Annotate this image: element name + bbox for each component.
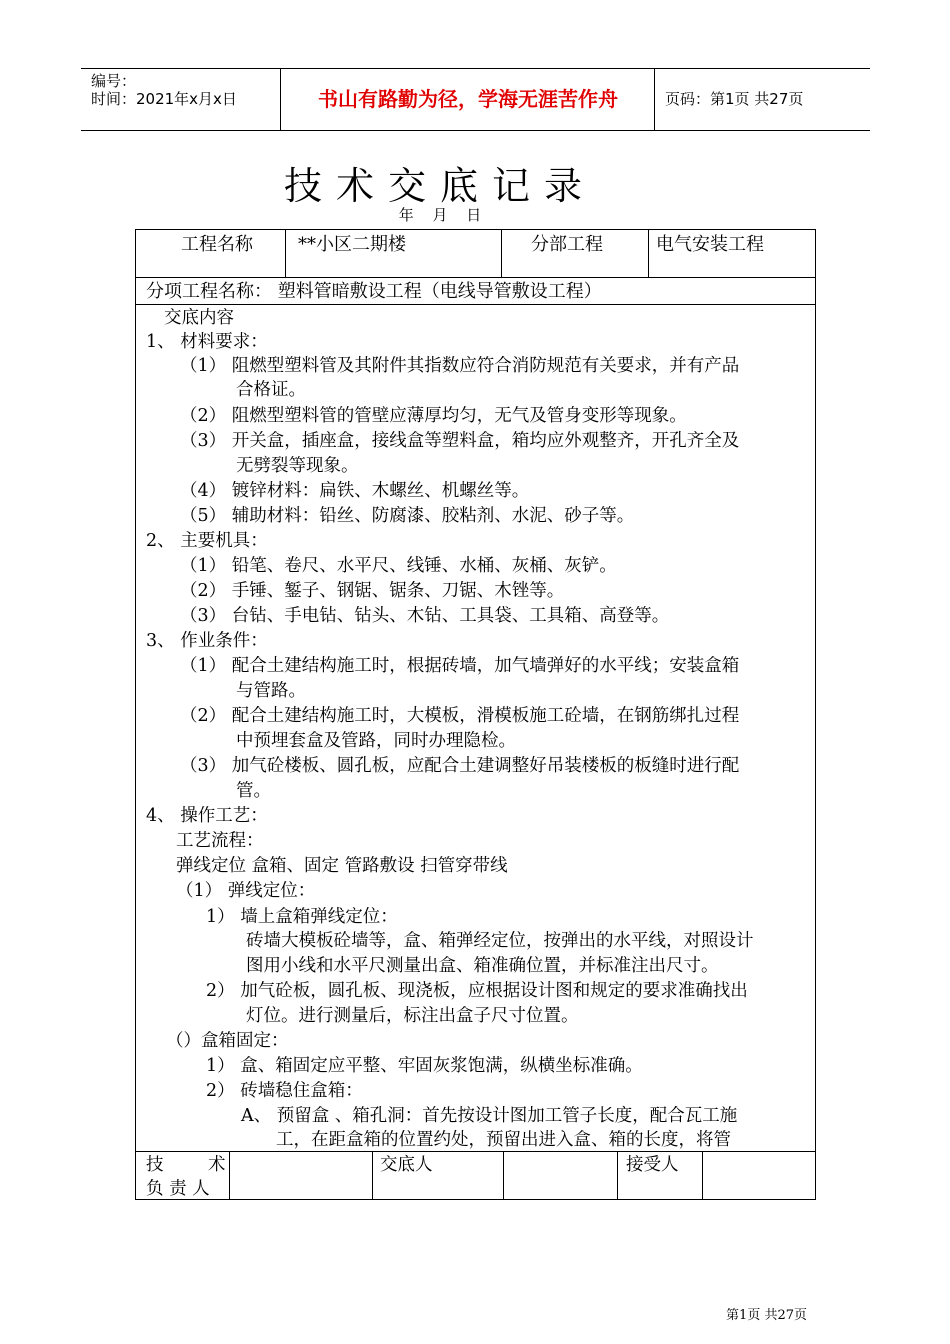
discloser-label: 交底人: [380, 1155, 433, 1175]
content-line: 中预埋套盒及管路，同时办理隐检。: [236, 731, 516, 751]
document-header: [81, 68, 870, 131]
division-value: 电气安装工程: [656, 234, 764, 255]
project-name-label: 工程名称: [181, 234, 253, 255]
content-line: （）盒箱固定：: [166, 1031, 289, 1051]
content-line: （3） 加气砼楼板、圆孔板，应配合土建调整好吊装楼板的板缝时进行配: [180, 756, 740, 776]
content-line: 2） 加气砼板，圆孔板、现浇板，应根据设计图和规定的要求准确找出: [206, 981, 748, 1001]
content-line: 4、 操作工艺：: [146, 806, 268, 826]
receiver-label: 接受人: [626, 1155, 679, 1175]
time-label: 时间：2021年x月x日: [91, 90, 237, 108]
content-line: （3） 台钻、手电钻、钻头、木钻、工具袋、工具箱、高登等。: [180, 606, 670, 626]
content-line: 工艺流程：: [176, 831, 264, 851]
content-line: （3） 开关盒，插座盒，接线盒等塑料盒，箱均应外观整齐，开孔齐全及: [180, 431, 740, 451]
content-line: 3、 作业条件：: [146, 631, 268, 651]
content-line: 弹线定位 盒箱、固定 管路敷设 扫管穿带线: [176, 856, 508, 876]
tech-lead-label-2: 负 责 人: [146, 1179, 210, 1199]
content-line: （2） 阻燃型塑料管的管壁应薄厚均匀，无气及管身变形等现象。: [180, 406, 687, 426]
content-line: 1） 盒、箱固定应平整、牢固灰浆饱满，纵横坐标准确。: [206, 1056, 643, 1076]
content-line: 2、 主要机具：: [146, 531, 268, 551]
subitem-line: 分项工程名称： 塑料管暗敷设工程（电线导管敷设工程）: [146, 281, 602, 302]
project-name-value: **小区二期楼: [298, 234, 406, 255]
content-heading: 交底内容: [164, 308, 234, 328]
content-line: 工，在距盒箱的位置约处，预留出进入盒、箱的长度，将管: [276, 1130, 731, 1150]
content-line: 管。: [236, 781, 271, 801]
content-line: 灯位。进行测量后，标注出盒子尺寸位置。: [246, 1006, 579, 1026]
content-line: 合格证。: [236, 380, 306, 400]
division-label: 分部工程: [531, 234, 603, 255]
content-line: （2） 手锤、錾子、钢锯、锯条、刀锯、木锉等。: [180, 581, 565, 601]
header-motto: 书山有路勤为径，学海无涯苦作舟: [282, 69, 655, 130]
content-line: 1、 材料要求：: [146, 332, 268, 352]
header-page-info: 页码：第1页 共27页: [665, 90, 804, 108]
page-title: 技术交底记录: [283, 164, 596, 208]
number-label: 编号：: [91, 72, 137, 90]
content-line: 无劈裂等现象。: [236, 456, 359, 476]
content-line: （4） 镀锌材料：扁铁、木螺丝、机螺丝等。: [180, 481, 530, 501]
tech-lead-label-1: 技 术: [146, 1155, 226, 1175]
content-line: 砖墙大模板砼墙等，盒、箱弹经定位，按弹出的水平线，对照设计: [246, 931, 754, 951]
content-line: （1） 弹线定位：: [176, 881, 316, 901]
date-line: 年 月 日: [398, 206, 482, 224]
content-line: 图用小线和水平尺测量出盒、箱准确位置，并标准注出尺寸。: [246, 956, 719, 976]
content-line: （1） 铅笔、卷尺、水平尺、线锤、水桶、灰桶、灰铲。: [180, 556, 617, 576]
content-line: A、 预留盒 、箱孔洞：首先按设计图加工管子长度，配合瓦工施: [241, 1106, 738, 1126]
content-line: 1） 墙上盒箱弹线定位：: [206, 907, 398, 927]
content-line: （2） 配合土建结构施工时，大模板，滑模板施工砼墙，在钢筋绑扎过程: [180, 706, 740, 726]
content-line: （1） 阻燃型塑料管及其附件其指数应符合消防规范有关要求，并有产品: [180, 356, 740, 376]
record-table: [135, 229, 816, 1200]
content-line: 2） 砖墙稳住盒箱：: [206, 1081, 363, 1101]
content-line: 与管路。: [236, 681, 306, 701]
content-line: （5） 辅助材料：铅丝、防腐漆、胶粘剂、水泥、砂子等。: [180, 506, 635, 526]
header-meta: [81, 69, 281, 130]
page-footer: 第1页 共27页: [726, 1308, 807, 1323]
content-line: （1） 配合土建结构施工时，根据砖墙，加气墙弹好的水平线；安装盒箱: [180, 656, 740, 676]
